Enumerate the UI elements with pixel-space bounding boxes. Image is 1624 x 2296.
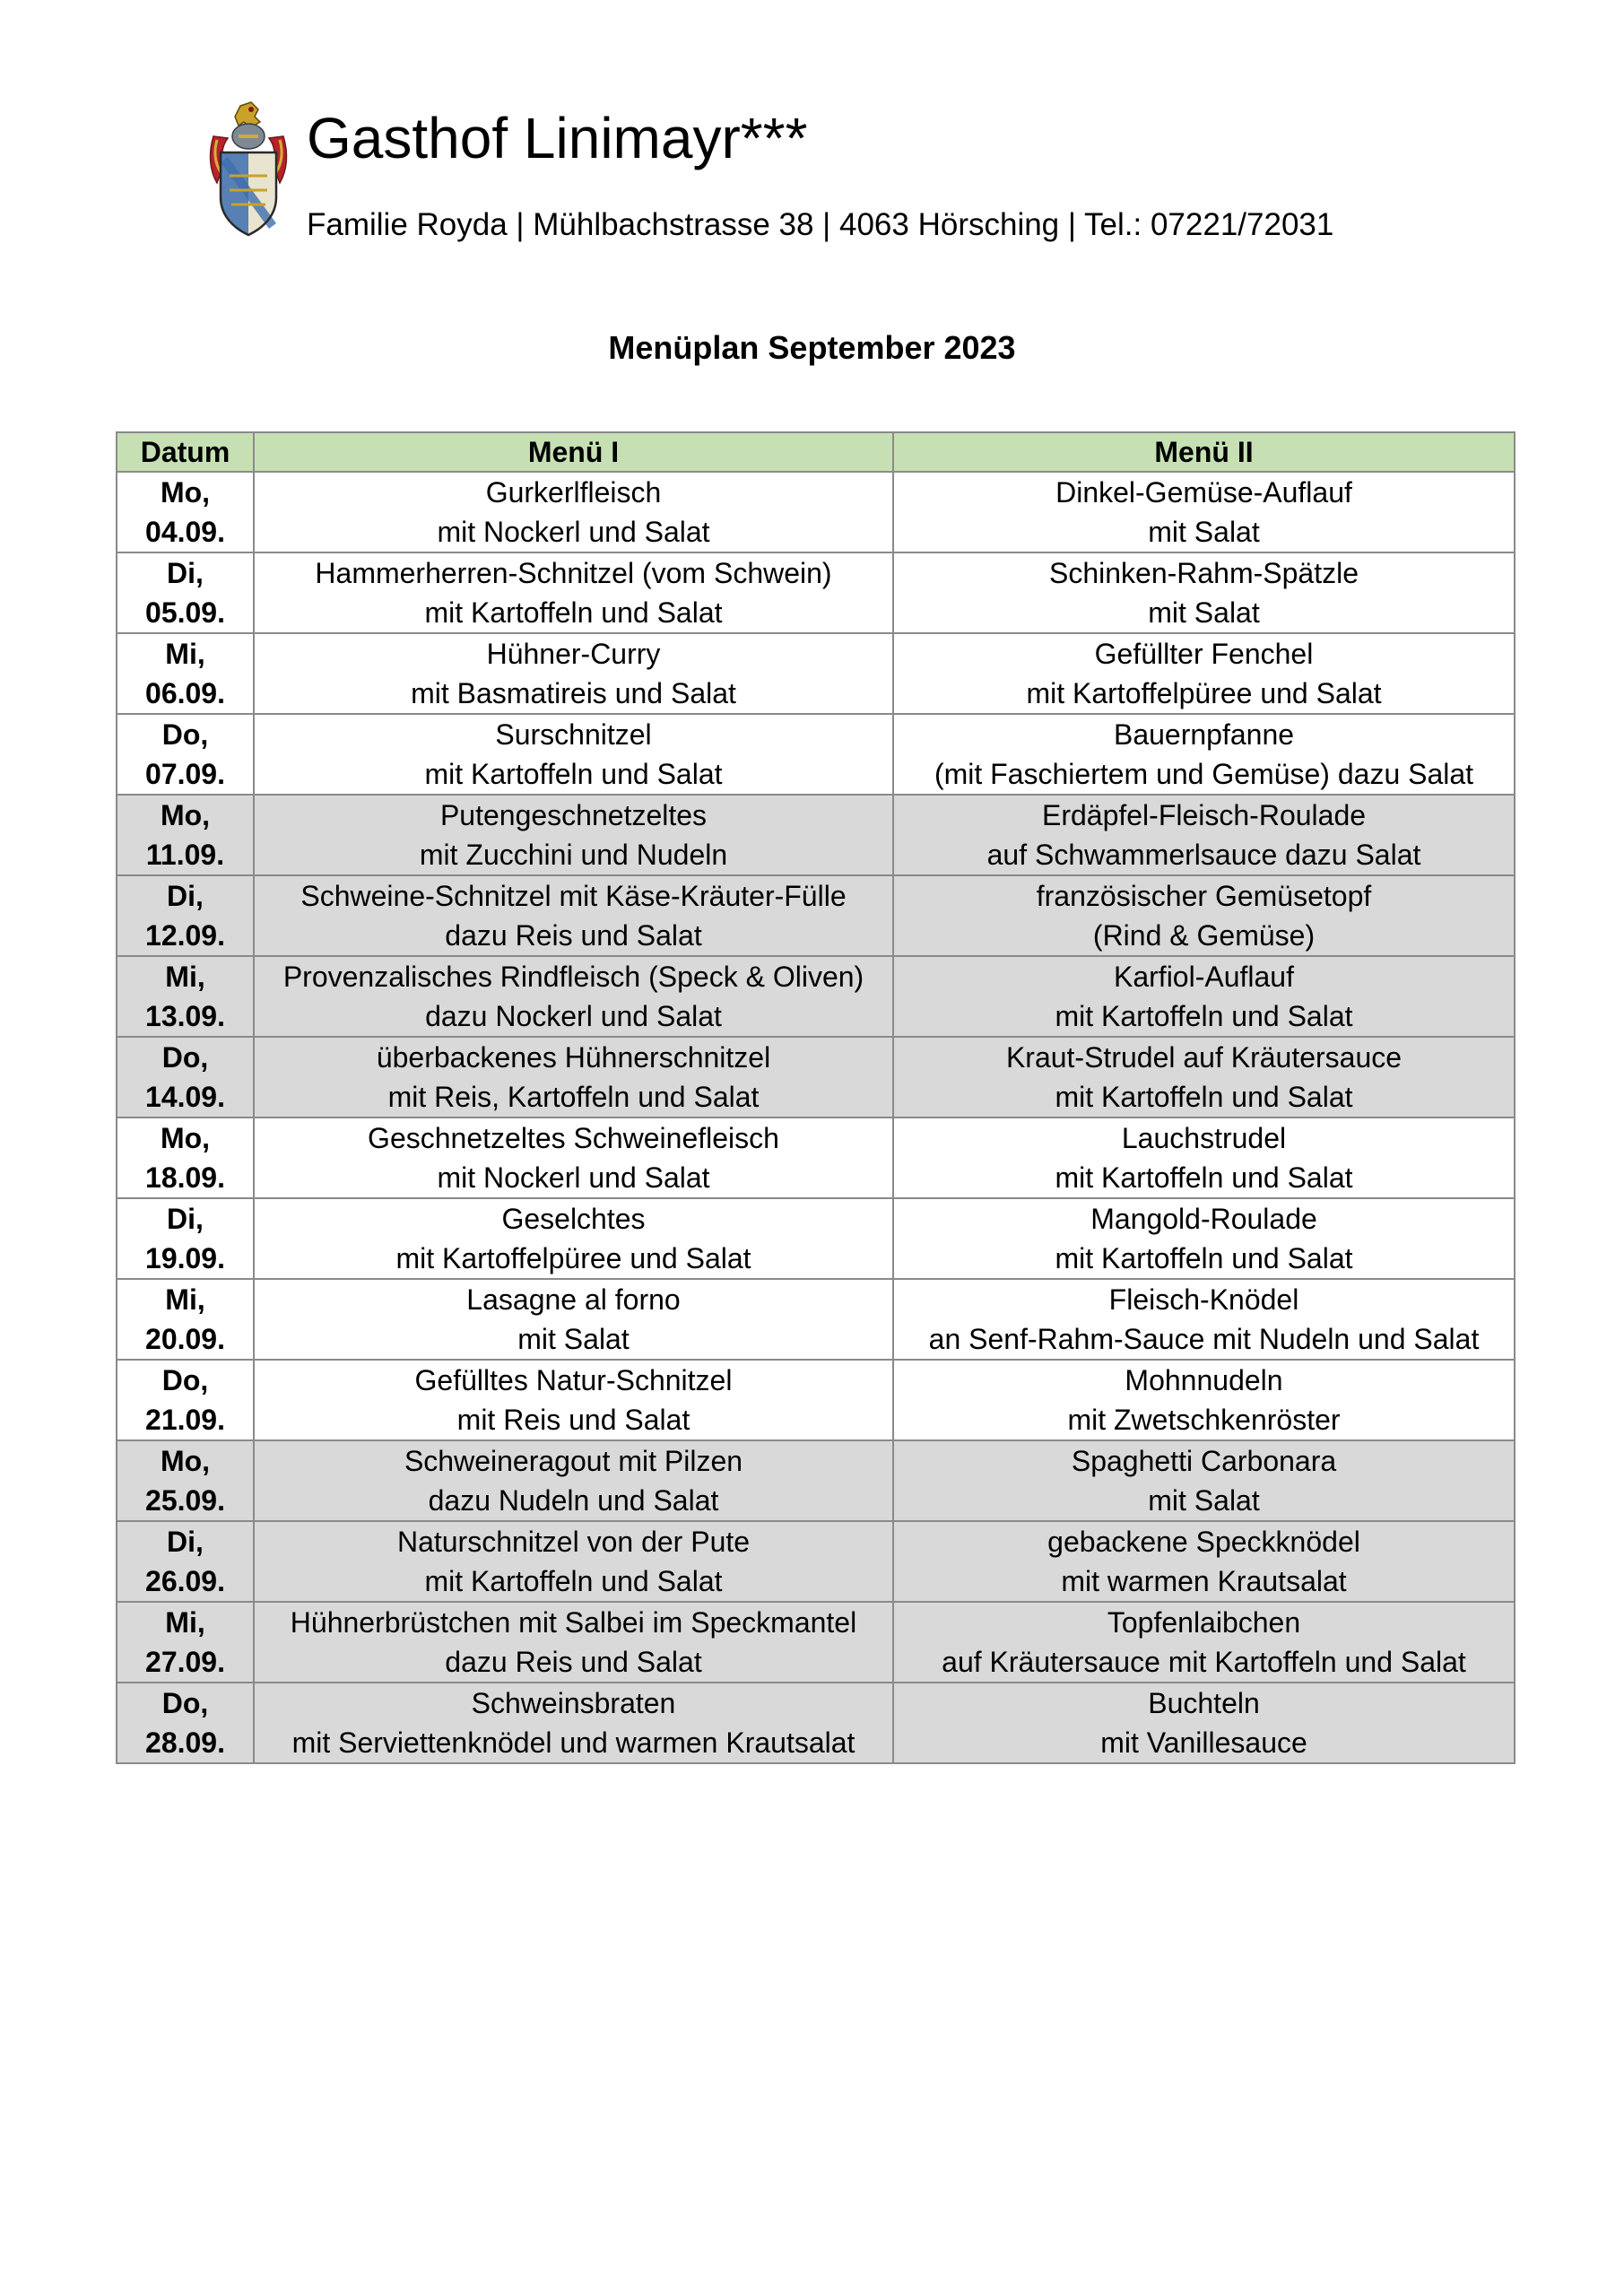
menu-1-line-1: Putengeschnetzeltes	[439, 799, 708, 831]
menu-1-line-1: Naturschnitzel von der Pute	[396, 1526, 751, 1558]
table-row	[117, 956, 1515, 1037]
table-row	[117, 633, 1515, 714]
menu-1-cell	[254, 1118, 893, 1198]
menu-1-line-2: mit Kartoffeln und Salat	[424, 758, 723, 790]
menu-2-line-1: Schinken-Rahm-Spätzle	[1048, 557, 1359, 589]
menu-2-line-1: Lauchstrudel	[1121, 1122, 1287, 1154]
menu-1-cell	[254, 1521, 893, 1602]
menu-1-line-1: Lasagne al forno	[466, 1283, 681, 1316]
date-line-1: Mi,	[165, 638, 205, 670]
menu-1-line-2: mit Kartoffeln und Salat	[424, 1565, 723, 1597]
date-line-2: 12.09.	[145, 919, 225, 952]
table-row	[117, 795, 1515, 875]
menu-2-line-2: mit Zwetschkenröster	[1067, 1404, 1341, 1436]
menu-1-line-2: mit Reis, Kartoffeln und Salat	[387, 1081, 760, 1113]
date-line-2: 18.09.	[145, 1161, 225, 1194]
menu-1-line-1: Schweinsbraten	[471, 1687, 676, 1719]
table-body	[117, 472, 1515, 1763]
menu-1-line-1: Schweine-Schnitzel mit Käse-Kräuter-Fülle	[300, 880, 847, 912]
menu-2-line-2: mit Salat	[1148, 596, 1260, 629]
date-line-1: Do,	[161, 1687, 209, 1719]
date-cell	[117, 552, 254, 633]
menu-2-line-2: mit Vanillesauce	[1100, 1726, 1307, 1759]
date-line-1: Mo,	[160, 799, 211, 831]
table-row	[117, 1279, 1515, 1360]
menu-1-line-2: mit Zucchini und Nudeln	[419, 839, 728, 871]
menu-1-cell	[254, 1602, 893, 1683]
date-cell	[117, 1118, 254, 1198]
date-cell	[117, 1037, 254, 1118]
menu-1-cell	[254, 875, 893, 956]
menu-1-line-1: Provenzalisches Rindfleisch (Speck & Oliven)	[282, 961, 864, 993]
menu-2-line-2: (mit Faschiertem und Gemüse) dazu Salat	[934, 758, 1474, 790]
date-cell	[117, 1279, 254, 1360]
date-line-1: Mo,	[160, 1122, 211, 1154]
menu-2-line-1: Gefüllter Fenchel	[1094, 638, 1314, 670]
menu-1-line-1: Geselchtes	[501, 1203, 646, 1235]
menu-2-cell	[893, 1683, 1515, 1763]
menu-1-cell	[254, 1279, 893, 1360]
menu-2-line-1: französischer Gemüsetopf	[1036, 880, 1372, 912]
table-row	[117, 1198, 1515, 1279]
column-header-menu-1: Menü I	[254, 432, 893, 472]
menu-2-line-2: mit Salat	[1148, 1484, 1260, 1517]
menu-1-cell	[254, 552, 893, 633]
menu-1-line-2: mit Serviettenknödel und warmen Krautsalat	[291, 1726, 855, 1759]
menu-2-line-2: mit Kartoffeln und Salat	[1055, 1161, 1353, 1194]
date-line-2: 07.09.	[145, 758, 225, 790]
menu-2-line-1: Spaghetti Carbonara	[1071, 1445, 1337, 1477]
menu-2-cell	[893, 875, 1515, 956]
menu-2-cell	[893, 1521, 1515, 1602]
date-cell	[117, 472, 254, 552]
menu-2-line-2: an Senf-Rahm-Sauce mit Nudeln und Salat	[928, 1323, 1480, 1355]
menu-1-cell	[254, 1360, 893, 1440]
date-line-1: Di,	[167, 880, 204, 912]
menu-1-line-1: Surschnitzel	[495, 718, 652, 751]
date-cell	[117, 1521, 254, 1602]
date-cell	[117, 1198, 254, 1279]
date-line-2: 19.09.	[145, 1242, 225, 1274]
table-row	[117, 472, 1515, 552]
menu-2-cell	[893, 472, 1515, 552]
menu-1-line-1: überbackenes Hühnerschnitzel	[376, 1041, 771, 1074]
menu-1-line-2: mit Reis und Salat	[456, 1404, 690, 1436]
menu-2-line-2: mit Salat	[1148, 516, 1260, 548]
menu-1-cell	[254, 1037, 893, 1118]
menu-2-line-2: mit Kartoffeln und Salat	[1055, 1000, 1353, 1032]
restaurant-name: Gasthof Linimayr***	[307, 106, 808, 170]
menu-1-cell	[254, 472, 893, 552]
menu-2-line-2: mit Kartoffeln und Salat	[1055, 1242, 1353, 1274]
menu-2-cell	[893, 1118, 1515, 1198]
menu-2-cell	[893, 552, 1515, 633]
date-line-2: 11.09.	[145, 839, 225, 871]
menu-2-cell	[893, 795, 1515, 875]
menu-1-cell	[254, 795, 893, 875]
date-line-1: Di,	[167, 1203, 204, 1235]
date-line-1: Mi,	[165, 1606, 205, 1639]
date-cell	[117, 1360, 254, 1440]
menu-2-cell	[893, 1037, 1515, 1118]
menu-2-line-2: mit warmen Krautsalat	[1061, 1565, 1347, 1597]
menu-2-line-1: Fleisch-Knödel	[1108, 1283, 1299, 1316]
date-line-1: Do,	[161, 1041, 209, 1074]
date-line-2: 21.09.	[145, 1404, 225, 1436]
date-line-1: Di,	[167, 1526, 204, 1558]
date-line-2: 26.09.	[145, 1565, 225, 1597]
menu-2-cell	[893, 1602, 1515, 1683]
date-line-2: 06.09.	[145, 677, 225, 709]
menu-2-line-1: Kraut-Strudel auf Kräutersauce	[1005, 1041, 1403, 1074]
date-cell	[117, 875, 254, 956]
menu-1-line-2: mit Basmatireis und Salat	[411, 677, 736, 709]
menu-2-line-1: gebackene Speckknödel	[1047, 1526, 1360, 1558]
date-cell	[117, 714, 254, 795]
table-row	[117, 1521, 1515, 1602]
menu-1-line-1: Gurkerlfleisch	[485, 476, 662, 509]
date-line-1: Di,	[167, 557, 204, 589]
menu-table	[116, 431, 1515, 1764]
menu-2-line-1: Mangold-Roulade	[1090, 1203, 1317, 1235]
contact-address: Familie Royda | Mühlbachstrasse 38 | 4063 Hörsching | Tel.: 07221/72031	[307, 207, 1334, 242]
menu-1-line-1: Geschnetzeltes Schweinefleisch	[368, 1122, 779, 1154]
coat-of-arms-icon	[204, 100, 292, 240]
menu-1-line-2: mit Kartoffeln und Salat	[424, 596, 723, 629]
menu-1-line-2: mit Nockerl und Salat	[437, 516, 710, 548]
menu-1-cell	[254, 1440, 893, 1521]
table-row	[117, 1118, 1515, 1198]
menu-1-line-1: Hühnerbrüstchen mit Salbei im Speckmantel	[290, 1606, 857, 1639]
menu-2-line-1: Topfenlaibchen	[1107, 1606, 1301, 1639]
table-row	[117, 1602, 1515, 1683]
date-line-2: 28.09.	[145, 1726, 225, 1759]
menu-2-cell	[893, 1440, 1515, 1521]
menu-1-cell	[254, 956, 893, 1037]
table-row	[117, 552, 1515, 633]
date-cell	[117, 1602, 254, 1683]
menu-1-line-2: dazu Nockerl und Salat	[425, 1000, 722, 1032]
menu-2-cell	[893, 714, 1515, 795]
menu-1-line-2: mit Salat	[517, 1323, 630, 1355]
table-row	[117, 875, 1515, 956]
menu-1-line-1: Hammerherren-Schnitzel (vom Schwein)	[315, 557, 832, 589]
date-cell	[117, 795, 254, 875]
menu-1-line-2: dazu Reis und Salat	[445, 1646, 702, 1678]
menu-2-line-2: mit Kartoffeln und Salat	[1055, 1081, 1353, 1113]
menu-1-cell	[254, 1198, 893, 1279]
page-title: Menüplan September 2023	[608, 329, 1016, 366]
menu-2-cell	[893, 956, 1515, 1037]
menu-2-line-2: auf Kräutersauce mit Kartoffeln und Salat	[942, 1646, 1466, 1678]
column-header-menu-2: Menü II	[893, 432, 1515, 472]
menu-1-line-2: dazu Reis und Salat	[445, 919, 702, 952]
date-line-1: Mi,	[165, 1283, 205, 1316]
letterhead	[204, 100, 1460, 253]
menu-2-cell	[893, 1360, 1515, 1440]
date-cell	[117, 956, 254, 1037]
date-line-1: Do,	[161, 718, 209, 751]
menu-1-line-1: Schweineragout mit Pilzen	[404, 1445, 743, 1477]
menu-1-line-1: Hühner-Curry	[486, 638, 661, 670]
table-row	[117, 1440, 1515, 1521]
menu-1-line-2: mit Nockerl und Salat	[437, 1161, 710, 1194]
date-line-1: Do,	[161, 1364, 209, 1396]
table-row	[117, 714, 1515, 795]
menu-1-line-2: mit Kartoffelpüree und Salat	[395, 1242, 751, 1274]
menu-2-line-1: Mohnnudeln	[1125, 1364, 1283, 1396]
date-line-2: 05.09.	[145, 596, 225, 629]
menu-2-line-1: Erdäpfel-Fleisch-Roulade	[1041, 799, 1367, 831]
menu-1-cell	[254, 714, 893, 795]
date-cell	[117, 1440, 254, 1521]
date-line-2: 13.09.	[145, 1000, 225, 1032]
menu-1-cell	[254, 633, 893, 714]
date-line-2: 14.09.	[145, 1081, 225, 1113]
date-line-1: Mo,	[160, 476, 211, 509]
table-header-row	[117, 432, 1515, 472]
date-line-2: 27.09.	[145, 1646, 225, 1678]
menu-2-line-1: Dinkel-Gemüse-Auflauf	[1055, 476, 1352, 509]
date-line-2: 04.09.	[145, 516, 225, 548]
menu-2-cell	[893, 1198, 1515, 1279]
menu-2-cell	[893, 633, 1515, 714]
date-line-2: 25.09.	[145, 1484, 225, 1517]
menu-2-cell	[893, 1279, 1515, 1360]
menu-1-line-1: Gefülltes Natur-Schnitzel	[414, 1364, 733, 1396]
menu-2-line-1: Bauernpfanne	[1113, 718, 1295, 751]
menu-1-cell	[254, 1683, 893, 1763]
table-row	[117, 1360, 1515, 1440]
menu-2-line-2: auf Schwammerlsauce dazu Salat	[986, 839, 1421, 871]
menu-2-line-2: mit Kartoffelpüree und Salat	[1026, 677, 1382, 709]
date-cell	[117, 633, 254, 714]
menu-2-line-2: (Rind & Gemüse)	[1092, 919, 1316, 952]
menu-2-line-1: Buchteln	[1148, 1687, 1260, 1719]
date-line-1: Mo,	[160, 1445, 211, 1477]
date-line-2: 20.09.	[145, 1323, 225, 1355]
table-row	[117, 1683, 1515, 1763]
date-cell	[117, 1683, 254, 1763]
menu-1-line-2: dazu Nudeln und Salat	[428, 1484, 719, 1517]
date-line-1: Mi,	[165, 961, 205, 993]
table-row	[117, 1037, 1515, 1118]
menu-2-line-1: Karfiol-Auflauf	[1114, 961, 1294, 993]
column-header-date: Datum	[117, 432, 254, 472]
